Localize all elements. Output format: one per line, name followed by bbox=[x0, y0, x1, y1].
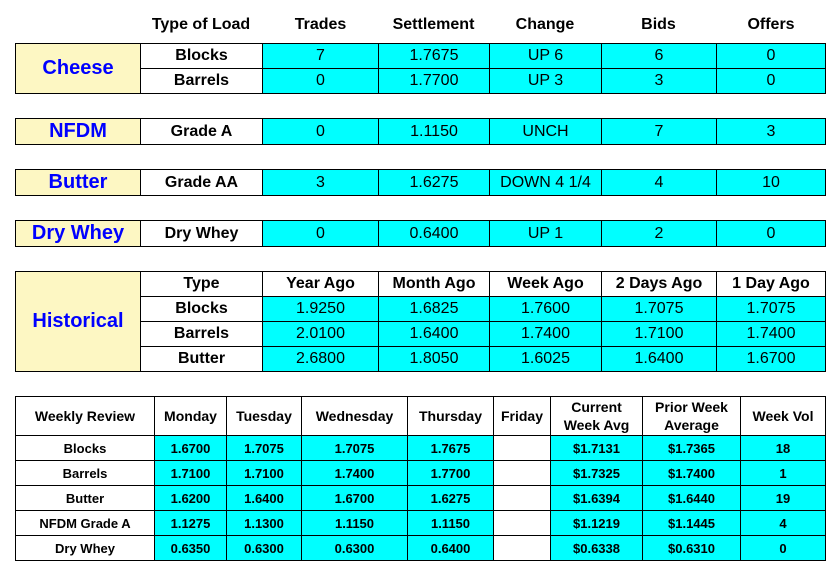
weekly-volume: 18 bbox=[740, 435, 826, 461]
nfdm-label: NFDM bbox=[15, 118, 141, 145]
weekly-current-avg: $1.7325 bbox=[550, 460, 643, 486]
weekly-header-review: Weekly Review bbox=[15, 396, 155, 436]
historical-header-week-ago: Week Ago bbox=[489, 271, 602, 297]
dry-whey-trades: 0 bbox=[262, 220, 379, 247]
cheese-change: UP 6 bbox=[489, 43, 602, 69]
nfdm-trades: 0 bbox=[262, 118, 379, 145]
butter-change: DOWN 4 1/4 bbox=[489, 169, 602, 196]
weekly-tuesday: 1.6400 bbox=[226, 485, 302, 511]
historical-value: 1.7400 bbox=[489, 321, 602, 347]
weekly-header-monday: Monday bbox=[154, 396, 227, 436]
butter-type: Grade AA bbox=[140, 169, 263, 196]
weekly-wednesday: 1.7075 bbox=[301, 435, 408, 461]
historical-header-month-ago: Month Ago bbox=[378, 271, 490, 297]
weekly-thursday: 0.6400 bbox=[407, 535, 494, 561]
historical-header-1-day-ago: 1 Day Ago bbox=[716, 271, 826, 297]
dry-whey-change: UP 1 bbox=[489, 220, 602, 247]
weekly-thursday: 1.6275 bbox=[407, 485, 494, 511]
weekly-friday bbox=[493, 535, 551, 561]
weekly-prior-avg: $1.7400 bbox=[642, 460, 741, 486]
weekly-volume: 0 bbox=[740, 535, 826, 561]
weekly-wednesday: 1.6700 bbox=[301, 485, 408, 511]
weekly-label: Blocks bbox=[15, 435, 155, 461]
historical-header-year-ago: Year Ago bbox=[262, 271, 379, 297]
header-trades: Trades bbox=[294, 16, 347, 33]
dry-whey-bids: 2 bbox=[601, 220, 717, 247]
weekly-monday: 1.6700 bbox=[154, 435, 227, 461]
dry-whey-offers: 0 bbox=[716, 220, 826, 247]
weekly-tuesday: 0.6300 bbox=[226, 535, 302, 561]
weekly-current-avg: $0.6338 bbox=[550, 535, 643, 561]
historical-header-type: Type bbox=[140, 271, 263, 297]
weekly-header-current-week-avg: Current Week Avg bbox=[550, 396, 643, 436]
cheese-trades: 7 bbox=[262, 43, 379, 69]
historical-value: 2.6800 bbox=[262, 346, 379, 372]
weekly-wednesday: 1.7400 bbox=[301, 460, 408, 486]
weekly-prior-avg: $1.7365 bbox=[642, 435, 741, 461]
weekly-header-week-vol: Week Vol bbox=[740, 396, 826, 436]
weekly-label: Dry Whey bbox=[15, 535, 155, 561]
historical-label: Historical bbox=[15, 271, 141, 372]
weekly-thursday: 1.7700 bbox=[407, 460, 494, 486]
historical-value: 1.9250 bbox=[262, 296, 379, 322]
weekly-monday: 0.6350 bbox=[154, 535, 227, 561]
weekly-volume: 19 bbox=[740, 485, 826, 511]
cheese-change: UP 3 bbox=[489, 68, 602, 94]
cheese-offers: 0 bbox=[716, 68, 826, 94]
nfdm-settlement: 1.1150 bbox=[378, 118, 490, 145]
weekly-tuesday: 1.1300 bbox=[226, 510, 302, 536]
weekly-friday bbox=[493, 435, 551, 461]
cheese-bids: 6 bbox=[601, 43, 717, 69]
weekly-header-prior-week-average: Prior Week Average bbox=[642, 396, 741, 436]
cheese-label: Cheese bbox=[15, 43, 141, 94]
dry-whey-label: Dry Whey bbox=[15, 220, 141, 247]
historical-value: 1.7400 bbox=[716, 321, 826, 347]
historical-value: 1.6700 bbox=[716, 346, 826, 372]
historical-value: 1.7075 bbox=[601, 296, 717, 322]
historical-value: 1.7100 bbox=[601, 321, 717, 347]
header-offers: Offers bbox=[747, 16, 795, 33]
historical-value: 1.6400 bbox=[601, 346, 717, 372]
weekly-prior-avg: $1.1445 bbox=[642, 510, 741, 536]
header-bids: Bids bbox=[641, 16, 676, 33]
weekly-header-thursday: Thursday bbox=[407, 396, 494, 436]
cheese-trades: 0 bbox=[262, 68, 379, 94]
historical-type: Butter bbox=[140, 346, 263, 372]
weekly-wednesday: 1.1150 bbox=[301, 510, 408, 536]
weekly-thursday: 1.7675 bbox=[407, 435, 494, 461]
header-settlement: Settlement bbox=[392, 16, 475, 33]
butter-settlement: 1.6275 bbox=[378, 169, 490, 196]
weekly-volume: 4 bbox=[740, 510, 826, 536]
butter-bids: 4 bbox=[601, 169, 717, 196]
butter-label: Butter bbox=[15, 169, 141, 196]
weekly-friday bbox=[493, 510, 551, 536]
weekly-current-avg: $1.1219 bbox=[550, 510, 643, 536]
weekly-friday bbox=[493, 485, 551, 511]
weekly-label: Barrels bbox=[15, 460, 155, 486]
header-change: Change bbox=[515, 16, 575, 33]
historical-header-2-days-ago: 2 Days Ago bbox=[601, 271, 717, 297]
weekly-monday: 1.7100 bbox=[154, 460, 227, 486]
cheese-offers: 0 bbox=[716, 43, 826, 69]
historical-value: 1.6025 bbox=[489, 346, 602, 372]
weekly-monday: 1.1275 bbox=[154, 510, 227, 536]
historical-value: 1.7600 bbox=[489, 296, 602, 322]
weekly-volume: 1 bbox=[740, 460, 826, 486]
dry-whey-type: Dry Whey bbox=[140, 220, 263, 247]
weekly-current-avg: $1.6394 bbox=[550, 485, 643, 511]
weekly-monday: 1.6200 bbox=[154, 485, 227, 511]
nfdm-change: UNCH bbox=[489, 118, 602, 145]
cheese-type: Barrels bbox=[140, 68, 263, 94]
weekly-prior-avg: $0.6310 bbox=[642, 535, 741, 561]
historical-value: 1.8050 bbox=[378, 346, 490, 372]
cheese-bids: 3 bbox=[601, 68, 717, 94]
weekly-wednesday: 0.6300 bbox=[301, 535, 408, 561]
cheese-type: Blocks bbox=[140, 43, 263, 69]
historical-value: 1.6825 bbox=[378, 296, 490, 322]
weekly-current-avg: $1.7131 bbox=[550, 435, 643, 461]
weekly-thursday: 1.1150 bbox=[407, 510, 494, 536]
butter-offers: 10 bbox=[716, 169, 826, 196]
cheese-settlement: 1.7700 bbox=[378, 68, 490, 94]
butter-trades: 3 bbox=[262, 169, 379, 196]
historical-value: 2.0100 bbox=[262, 321, 379, 347]
weekly-tuesday: 1.7100 bbox=[226, 460, 302, 486]
weekly-label: NFDM Grade A bbox=[15, 510, 155, 536]
weekly-header-wednesday: Wednesday bbox=[301, 396, 408, 436]
historical-type: Barrels bbox=[140, 321, 263, 347]
header-type-of-load: Type of Load bbox=[151, 16, 251, 33]
cheese-settlement: 1.7675 bbox=[378, 43, 490, 69]
weekly-tuesday: 1.7075 bbox=[226, 435, 302, 461]
dry-whey-settlement: 0.6400 bbox=[378, 220, 490, 247]
historical-value: 1.6400 bbox=[378, 321, 490, 347]
weekly-header-friday: Friday bbox=[493, 396, 551, 436]
weekly-friday bbox=[493, 460, 551, 486]
historical-type: Blocks bbox=[140, 296, 263, 322]
nfdm-type: Grade A bbox=[140, 118, 263, 145]
weekly-header-tuesday: Tuesday bbox=[226, 396, 302, 436]
weekly-prior-avg: $1.6440 bbox=[642, 485, 741, 511]
weekly-label: Butter bbox=[15, 485, 155, 511]
nfdm-bids: 7 bbox=[601, 118, 717, 145]
historical-value: 1.7075 bbox=[716, 296, 826, 322]
nfdm-offers: 3 bbox=[716, 118, 826, 145]
